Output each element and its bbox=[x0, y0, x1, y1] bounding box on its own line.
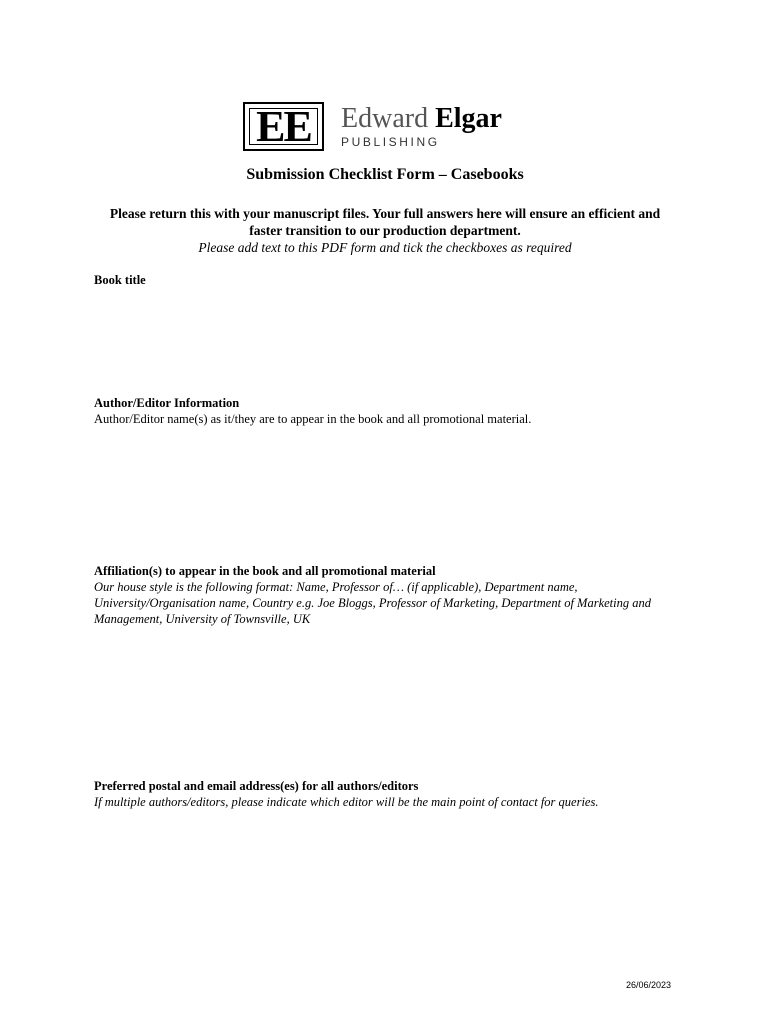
logo-mark-box bbox=[243, 102, 324, 151]
book-title-heading: Book title bbox=[94, 273, 146, 287]
form-intro bbox=[95, 205, 675, 256]
address-heading: Preferred postal and email address(es) for all authors/editors bbox=[94, 779, 419, 793]
intro-instructions: Please return this with your manuscript files. Your full answers here will ensure an efficient and faster transition to our production department. bbox=[109, 206, 661, 238]
author-info-field[interactable] bbox=[94, 432, 674, 557]
author-info-heading: Author/Editor Information bbox=[94, 396, 240, 410]
author-info-description: Author/Editor name(s) as it/they are to appear in the book and all promotional material. bbox=[94, 412, 532, 426]
intro-form-note: Please add text to this PDF form and tick the checkboxes as required bbox=[198, 240, 572, 255]
section-address bbox=[94, 778, 714, 810]
affiliation-field[interactable] bbox=[94, 632, 674, 772]
logo-name bbox=[341, 102, 502, 134]
address-description: If multiple authors/editors, please indicate which editor will be the main point of contact for queries. bbox=[94, 795, 599, 809]
footer-date: 26/06/2023 bbox=[626, 980, 672, 990]
section-author-info bbox=[94, 395, 694, 427]
section-affiliation bbox=[94, 563, 664, 627]
book-title-field[interactable] bbox=[94, 292, 674, 387]
address-field[interactable] bbox=[94, 815, 674, 965]
logo-text bbox=[341, 102, 502, 149]
logo-subtitle: PUBLISHING bbox=[341, 134, 440, 149]
section-book-title bbox=[94, 272, 694, 288]
publisher-logo bbox=[243, 100, 502, 153]
logo-mark: EE bbox=[256, 101, 311, 151]
form-title: Submission Checklist Form – Casebooks bbox=[246, 166, 524, 183]
affiliation-heading: Affiliation(s) to appear in the book and all promotional material bbox=[94, 564, 436, 578]
logo-name-first: Edward bbox=[341, 102, 429, 134]
logo-name-last: Elgar bbox=[435, 102, 502, 134]
affiliation-description: Our house style is the following format: Name, Professor of… (if applicable), Department name, University/Organisation name, Country e.g. Joe Bloggs, Professor of Marketing, Department of Marketing and Management, University of Townsville, UK bbox=[94, 580, 651, 626]
